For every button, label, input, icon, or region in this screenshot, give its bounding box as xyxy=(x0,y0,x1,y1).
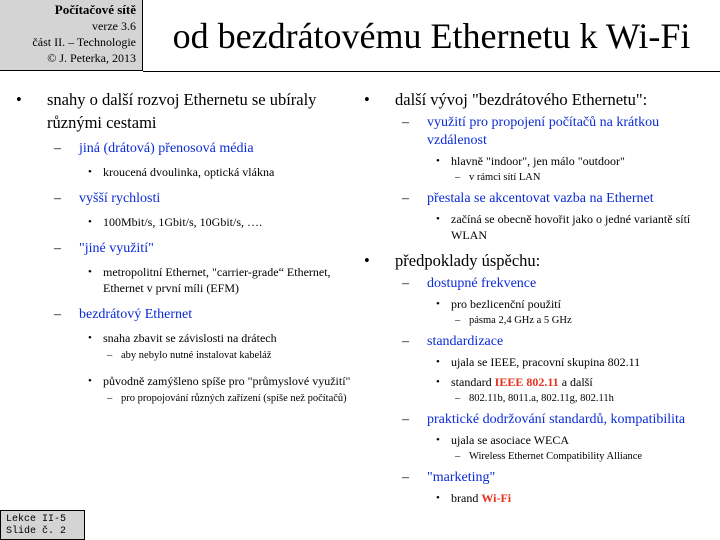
note-text: Wireless Ethernet Compatibility Alliance xyxy=(469,451,643,462)
dash-marker: – xyxy=(402,191,409,206)
detail-item xyxy=(427,211,714,243)
course-part: část II. – Technologie xyxy=(32,35,136,49)
bullet-item xyxy=(364,249,714,506)
slide-title: od bezdrátovému Ethernetu k Wi-Fi xyxy=(172,16,691,56)
sub-item-text: vyšší rychlosti xyxy=(79,191,161,206)
sub-item-text: jiná (drátová) přenosová média xyxy=(79,141,254,156)
bullet-marker: • xyxy=(88,166,92,178)
bullet-item xyxy=(16,88,352,406)
bullet-marker: • xyxy=(436,213,440,225)
bullet-marker: • xyxy=(436,155,440,167)
dash-marker: – xyxy=(107,350,113,361)
detail-text: metropolitní Ethernet, "carrier-grade“ Ethernet, Ethernet v první míli (EFM) xyxy=(103,265,331,295)
bullet-text: snahy o další rozvoj Ethernetu se ubíraly různými cestami xyxy=(47,90,317,132)
note-text: v rámci sítí LAN xyxy=(469,172,541,183)
bullet-marker: • xyxy=(436,492,440,504)
detail-item xyxy=(427,374,714,406)
title-divider xyxy=(143,71,720,72)
note-item xyxy=(103,392,352,406)
note-item xyxy=(103,349,352,363)
bullet-marker: • xyxy=(436,298,440,310)
detail-text-prefix: brand xyxy=(451,491,482,505)
bullet-marker: • xyxy=(436,376,440,388)
detail-text: pro bezlicenční použití xyxy=(451,297,561,311)
sub-item xyxy=(47,306,352,406)
detail-item xyxy=(427,296,714,328)
note-text: aby nebylo nutné instalovat kabeláž xyxy=(121,350,272,361)
dash-marker: – xyxy=(54,307,61,322)
bullet-item xyxy=(364,88,714,243)
dash-marker: – xyxy=(455,172,461,183)
sub-item-text: přestala se akcentovat vazba na Ethernet xyxy=(427,191,654,206)
note-item xyxy=(451,171,714,185)
detail-text: ujala se asociace WECA xyxy=(451,433,570,447)
sub-item xyxy=(47,140,352,180)
detail-text: hlavně "indoor", jen málo "outdoor" xyxy=(451,154,625,168)
bullet-marker: • xyxy=(88,332,92,344)
dash-marker: – xyxy=(402,276,409,291)
dash-marker: – xyxy=(455,393,461,404)
dash-marker: – xyxy=(402,115,409,130)
detail-text: začíná se obecně hovořit jako o jedné variantě sítí WLAN xyxy=(451,212,691,242)
bullet-marker: • xyxy=(436,434,440,446)
detail-item xyxy=(79,264,352,296)
detail-item xyxy=(79,330,352,363)
left-column xyxy=(16,88,352,412)
bullet-text: další vývoj "bezdrátového Ethernetu": xyxy=(395,90,648,109)
sub-item xyxy=(395,469,714,506)
sub-item xyxy=(395,190,714,243)
dash-marker: – xyxy=(54,241,61,256)
course-info-box xyxy=(0,0,143,71)
note-text: 802.11b, 8011.a, 802.11g, 802.11h xyxy=(469,393,614,404)
detail-text-suffix: a další xyxy=(558,375,593,389)
highlight-standard: IEEE 802.11 xyxy=(494,375,559,389)
detail-text: ujala se IEEE, pracovní skupina 802.11 xyxy=(451,355,641,369)
sub-item-text: dostupné frekvence xyxy=(427,276,537,291)
bullet-marker: • xyxy=(88,266,92,278)
detail-item xyxy=(79,164,352,180)
sub-item-text: bezdrátový Ethernet xyxy=(79,307,193,322)
note-item xyxy=(451,450,714,464)
right-column xyxy=(364,88,714,512)
dash-marker: – xyxy=(402,334,409,349)
sub-item xyxy=(47,190,352,230)
detail-item xyxy=(427,153,714,185)
sub-item xyxy=(47,240,352,296)
slide-info-box xyxy=(0,510,85,540)
course-name: Počítačové sítě xyxy=(54,2,136,17)
sub-item-text: praktické dodržování standardů, kompatibilita xyxy=(427,412,686,427)
bullet-text: předpoklady úspěchu: xyxy=(395,251,541,270)
sub-item-text: "marketing" xyxy=(427,470,496,485)
bullet-marker: • xyxy=(88,216,92,228)
course-copyright: © J. Peterka, 2013 xyxy=(47,51,136,65)
sub-item-text: standardizace xyxy=(427,334,504,349)
bullet-marker: • xyxy=(436,356,440,368)
sub-item xyxy=(395,333,714,406)
sub-item xyxy=(395,275,714,328)
bullet-marker: • xyxy=(88,375,92,387)
sub-item xyxy=(395,411,714,464)
detail-item xyxy=(427,432,714,464)
sub-item-text: využití pro propojení počítačů na krátkou vzdálenost xyxy=(427,115,660,148)
detail-item xyxy=(427,490,714,506)
detail-text: původně zamýšleno spíše pro "průmyslové využití" xyxy=(103,374,351,388)
detail-text: snaha zbavit se závislosti na drátech xyxy=(103,331,277,345)
detail-item xyxy=(427,354,714,370)
dash-marker: – xyxy=(402,412,409,427)
bullet-marker: • xyxy=(364,251,370,270)
dash-marker: – xyxy=(54,141,61,156)
dash-marker: – xyxy=(402,470,409,485)
course-version: verze 3.6 xyxy=(92,19,136,33)
highlight-brand: Wi-Fi xyxy=(481,491,512,505)
note-text: pro propojování různých zařízení (spíše než počítačů) xyxy=(121,393,347,404)
detail-text-prefix: standard xyxy=(451,375,495,389)
detail-text: kroucená dvoulinka, optická vlákna xyxy=(103,165,275,179)
lecture-number: Lekce II-5 xyxy=(6,514,67,525)
detail-text: 100Mbit/s, 1Gbit/s, 10Gbit/s, …. xyxy=(103,215,263,229)
sub-item xyxy=(395,114,714,185)
detail-item xyxy=(79,214,352,230)
bullet-marker: • xyxy=(364,90,370,109)
detail-item xyxy=(79,373,352,406)
note-item xyxy=(451,392,714,406)
slide-number: Slide č. 2 xyxy=(6,526,67,537)
dash-marker: – xyxy=(54,191,61,206)
note-item xyxy=(451,314,714,328)
note-text: pásma 2,4 GHz a 5 GHz xyxy=(469,315,572,326)
dash-marker: – xyxy=(455,315,461,326)
dash-marker: – xyxy=(455,451,461,462)
dash-marker: – xyxy=(107,393,113,404)
sub-item-text: "jiné využití" xyxy=(79,241,154,256)
bullet-marker: • xyxy=(16,90,22,109)
